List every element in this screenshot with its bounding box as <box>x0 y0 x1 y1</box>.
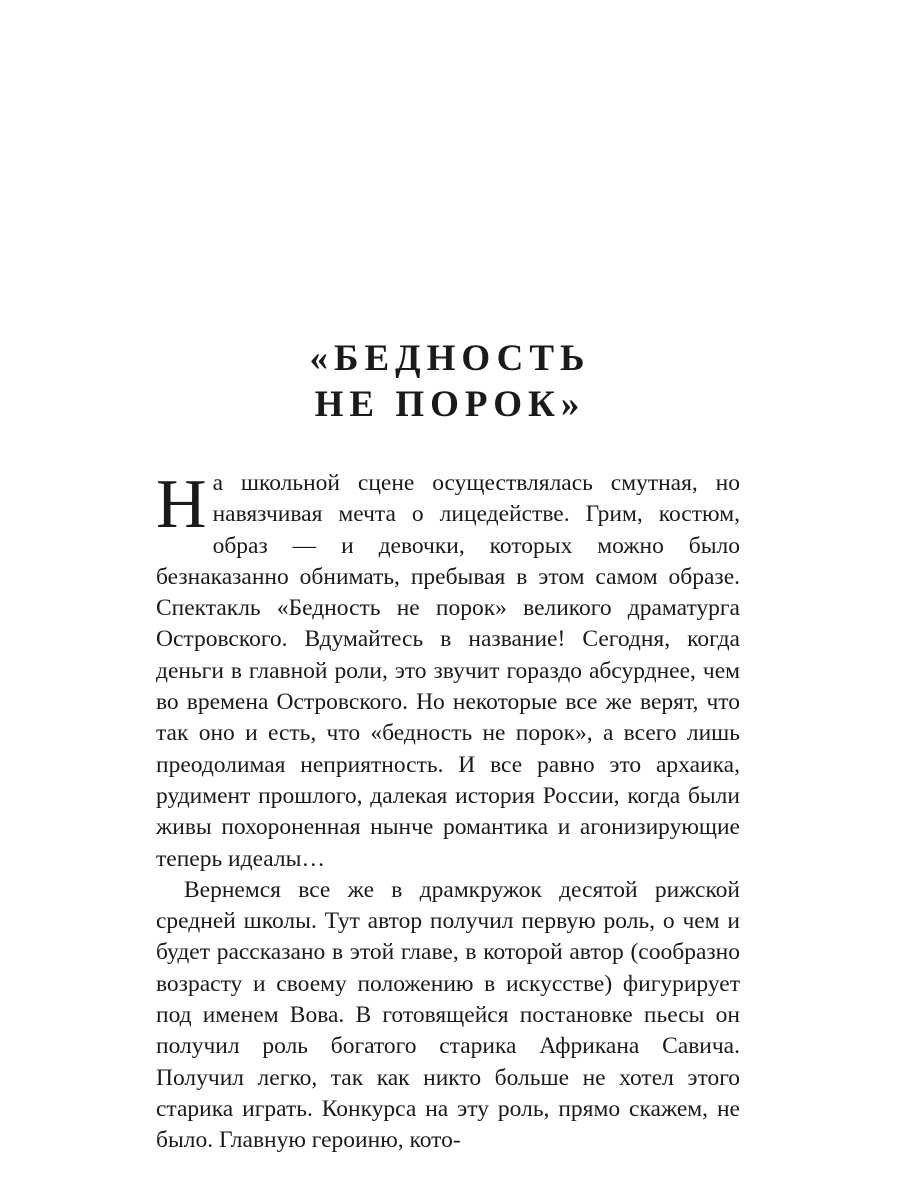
chapter-title <box>150 336 750 428</box>
chapter-title-line-1: «БЕДНОСТЬ <box>309 338 591 379</box>
paragraph-1 <box>156 468 740 875</box>
drop-cap: Н <box>156 466 207 543</box>
chapter-body <box>156 468 740 1157</box>
paragraph-2: Вернемся все же в драмкружок десятой рижской средней школы. Тут автор получил первую роль, о чем и будет рассказано в этой главе, в которой автор (сообразно возрасту и своему положению в искусстве) фигурирует под именем Вова. В готовящейся постановке пьесы он получил роль богатого старика Африкана Савича. Получил легко, так как никто больше не хотел этого старика играть. Конкурса на эту роль, прямо скажем, не было. Главную героиню, кото- <box>156 876 740 1154</box>
chapter-title-line-2: НЕ ПОРОК» <box>314 384 586 425</box>
paragraph-1-text: а школьной сцене осуществлялась смутная, но навязчивая мечта о лицедействе. Грим, костюм, образ — и девочки, которых можно было безнаказанно обнимать, пребывая в этом самом образе. Спектакль «Бедность не порок» великого драматурга Островского. Вдумайтесь в название! Сегодня, когда деньги в главной роли, это звучит гораздо абсурднее, чем во времена Островского. Но некоторые все же верят, что так оно и есть, что «бедность не порок», а всего лишь преодолимая неприятность. И все равно это архаика, рудимент прошлого, далекая история России, когда были живы похороненная нынче романтика и агонизирующие теперь идеалы… <box>156 470 740 872</box>
